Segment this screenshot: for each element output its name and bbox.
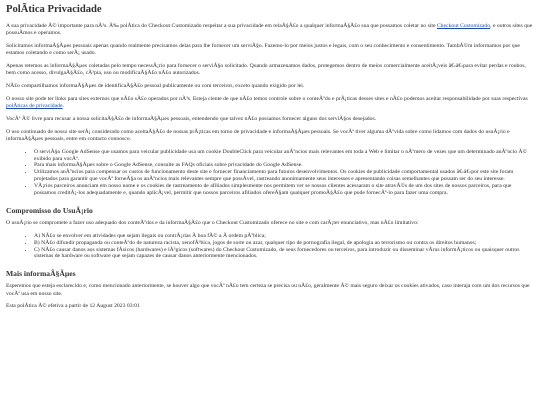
- paragraph-compartilhamos: NÃ£o compartilhamos informaÃ§Ãµes de identificaÃ§Ã£o pessoal publicamente ou com terceiros, exceto quando exigido por lei.: [6, 83, 305, 89]
- intro-paragraph: [6, 23, 534, 37]
- external-links-text-end: .: [62, 103, 64, 109]
- list-item: • A) NÃ£o se envolver em atividades que sejam ilegais ou contrÃ¡rias Ã boa fÃ© a Ã ordem pÃºblica;: [34, 233, 534, 240]
- paragraph-efetiva: Esta polÃtica Ã© efetiva a partir de 12 August 2023 03:01: [6, 303, 140, 310]
- intro-text-end: , e outros sites que possuÃmos e operamos.: [6, 23, 533, 37]
- external-links-text: O nosso site pode ter links para sites externos que nÃ£o sÃ£o operados por nÃ³s. Esteja ciente de que nÃ£o temos controle sobre o conteÃºdo e prÃ¡ticas desses sites e nÃ£o podemos aceitar responsabilidade por suas respectivas: [6, 95, 528, 102]
- paragraph-livre: VocÃª Ã© livre para recusar a nossa solicitaÃ§Ã£o de informaÃ§Ãµes pessoais, entendendo que talvez nÃ£o possamos fornecer alguns dos serviÃ§os desejados.: [6, 115, 377, 122]
- list-item: • B) NÃ£o difundir propaganda ou conteÃºdo de natureza racista, xenofÃ³bica, jogos de sorte ou azar, qualquer tipo de pornografia ilegal, de apologia ao terrorismo ou contra os direitos humanos;: [34, 240, 534, 247]
- list-item: • Para mais informaÃ§Ãµes sobre o Google AdSense, consulte as FAQs oficiais sobre privacidade do Google AdSense.: [34, 162, 534, 169]
- paragraph-solicitamos: Solicitamos informaÃ§Ãµes pessoais apenas quando realmente precisamos delas para lhe fornecer um serviÃ§o. Fazemo-lo por meios justos e legais, com o seu conhecimento e consentimento. TambÃ©m informamos por que estamos coletando e como serÃ¡ usado.: [6, 43, 520, 57]
- checkout-customizado-link[interactable]: Checkout Customizado: [436, 23, 491, 29]
- list-item: • VÃ¡rios parceiros anunciam em nosso nome e os cookies de rastreamento de afiliados simplesmente nos permitem ver se nossos clientes acessaram o site atravÃ©s de um dos sites de nossos parceiros, para que possamos creditÃ¡-los adequadamente e, quando aplicÃ¡vel, permitir que nossos parceiros afiliados ofereÃ§am qualquer promoÃ§Ã£o que pode fornecÃª-lo para fazer uma compra.: [34, 183, 534, 197]
- paragraph-mais-informacoes: Esperemos que esteja esclarecido e, como mencionado anteriormente, se houver algo que vocÃª nÃ£o tem certeza se precisa ou nÃ£o, geralmente Ã© mais seguro deixar os cookies ativados, caso interaja com um dos recursos que vocÃª usa em nosso site.: [6, 283, 530, 297]
- paragraph-retemos: Apenas retemos as informaÃ§Ãµes coletadas pelo tempo necessÃ¡rio para fornecer o serviÃ§o solicitado. Quando armazenamos dados, protegemos dentro de meios comercialmente aceitÃ¡veis â€‹â€‹para evitar perdas e roubos, bem como acesso, divulgaÃ§Ã£o, cÃ³pia, uso ou modificaÃ§Ã£o nÃ£o autorizados.: [6, 63, 526, 77]
- list-item: • C) NÃ£o causar danos aos sistemas fÃsicos (hardwares) e lÃ³gicos (softwares) do Checkout Customizado, de seus fornecedores ou terceiros, para introduzir ou disseminar vÃrus informÃ¡ticos ou quaisquer outros sistemas de hardware ou software que sejam capazes de causar danos anteriormente mencionados.: [34, 247, 534, 261]
- intro-text: A sua privacidade Ã© importante para nÃ³s. Ã‰ polÃtica do Checkout Customizado respeitar a sua privacidade em relaÃ§Ã£o a qualquer informaÃ§Ã£o sua que possamos coletar no site: [6, 23, 437, 29]
- cookies-list: [6, 149, 534, 197]
- external-links-paragraph: [6, 96, 534, 110]
- commitment-list: [6, 233, 534, 261]
- paragraph-uso-continuado: O uso continuado de nosso site serÃ¡ considerado como aceitaÃ§Ã£o de nossas prÃ¡ticas em torno de privacidade e informaÃ§Ãµes pessoais. Se vocÃª tiver alguma dÃºvida sobre como lidamos com dados do usuÃ¡rio e informaÃ§Ãµes pessoais, entre em contacto connosco.: [6, 128, 510, 142]
- list-item: • O serviÃ§o Google AdSense que usamos para veicular publicidade usa um cookie DoubleClick para veicular anÃºncios mais relevantes em toda a Web e limitar o nÃºmero de vezes que um determinado anÃºncio Ã© exibido para vocÃª.: [34, 149, 534, 163]
- section-heading-mais-informacoes: Mais informaÃ§Ãµes: [6, 269, 76, 279]
- list-item: • Utilizamos anÃºncios para compensar os custos de funcionamento deste site e fornecer financiamento para futuros desenvolvimentos. Os cookies de publicidade comportamental usados â€‹â€‹por este site foram projetados para garantir que vocÃª forneÃ§a os anÃºncios mais relevantes sempre que possÃvel, rastreando anonimamente seus interesses e apresentando coisas semelhantes que possam ser do seu interesse.: [34, 169, 534, 183]
- privacy-policies-link[interactable]: polÃticas de privacidade: [6, 103, 63, 109]
- section-heading-compromisso: Compromisso do UsuÃ¡rio: [6, 205, 93, 215]
- paragraph-compromisso: O usuÃ¡rio se compromete a fazer uso adequado dos conteÃºdos e da informaÃ§Ã£o que o Checkout Customizado oferece no site e com carÃ¡ter enunciativo, mas nÃ£o limitativo:: [6, 219, 419, 226]
- page-title: PolÃtica Privacidade: [6, 4, 102, 15]
